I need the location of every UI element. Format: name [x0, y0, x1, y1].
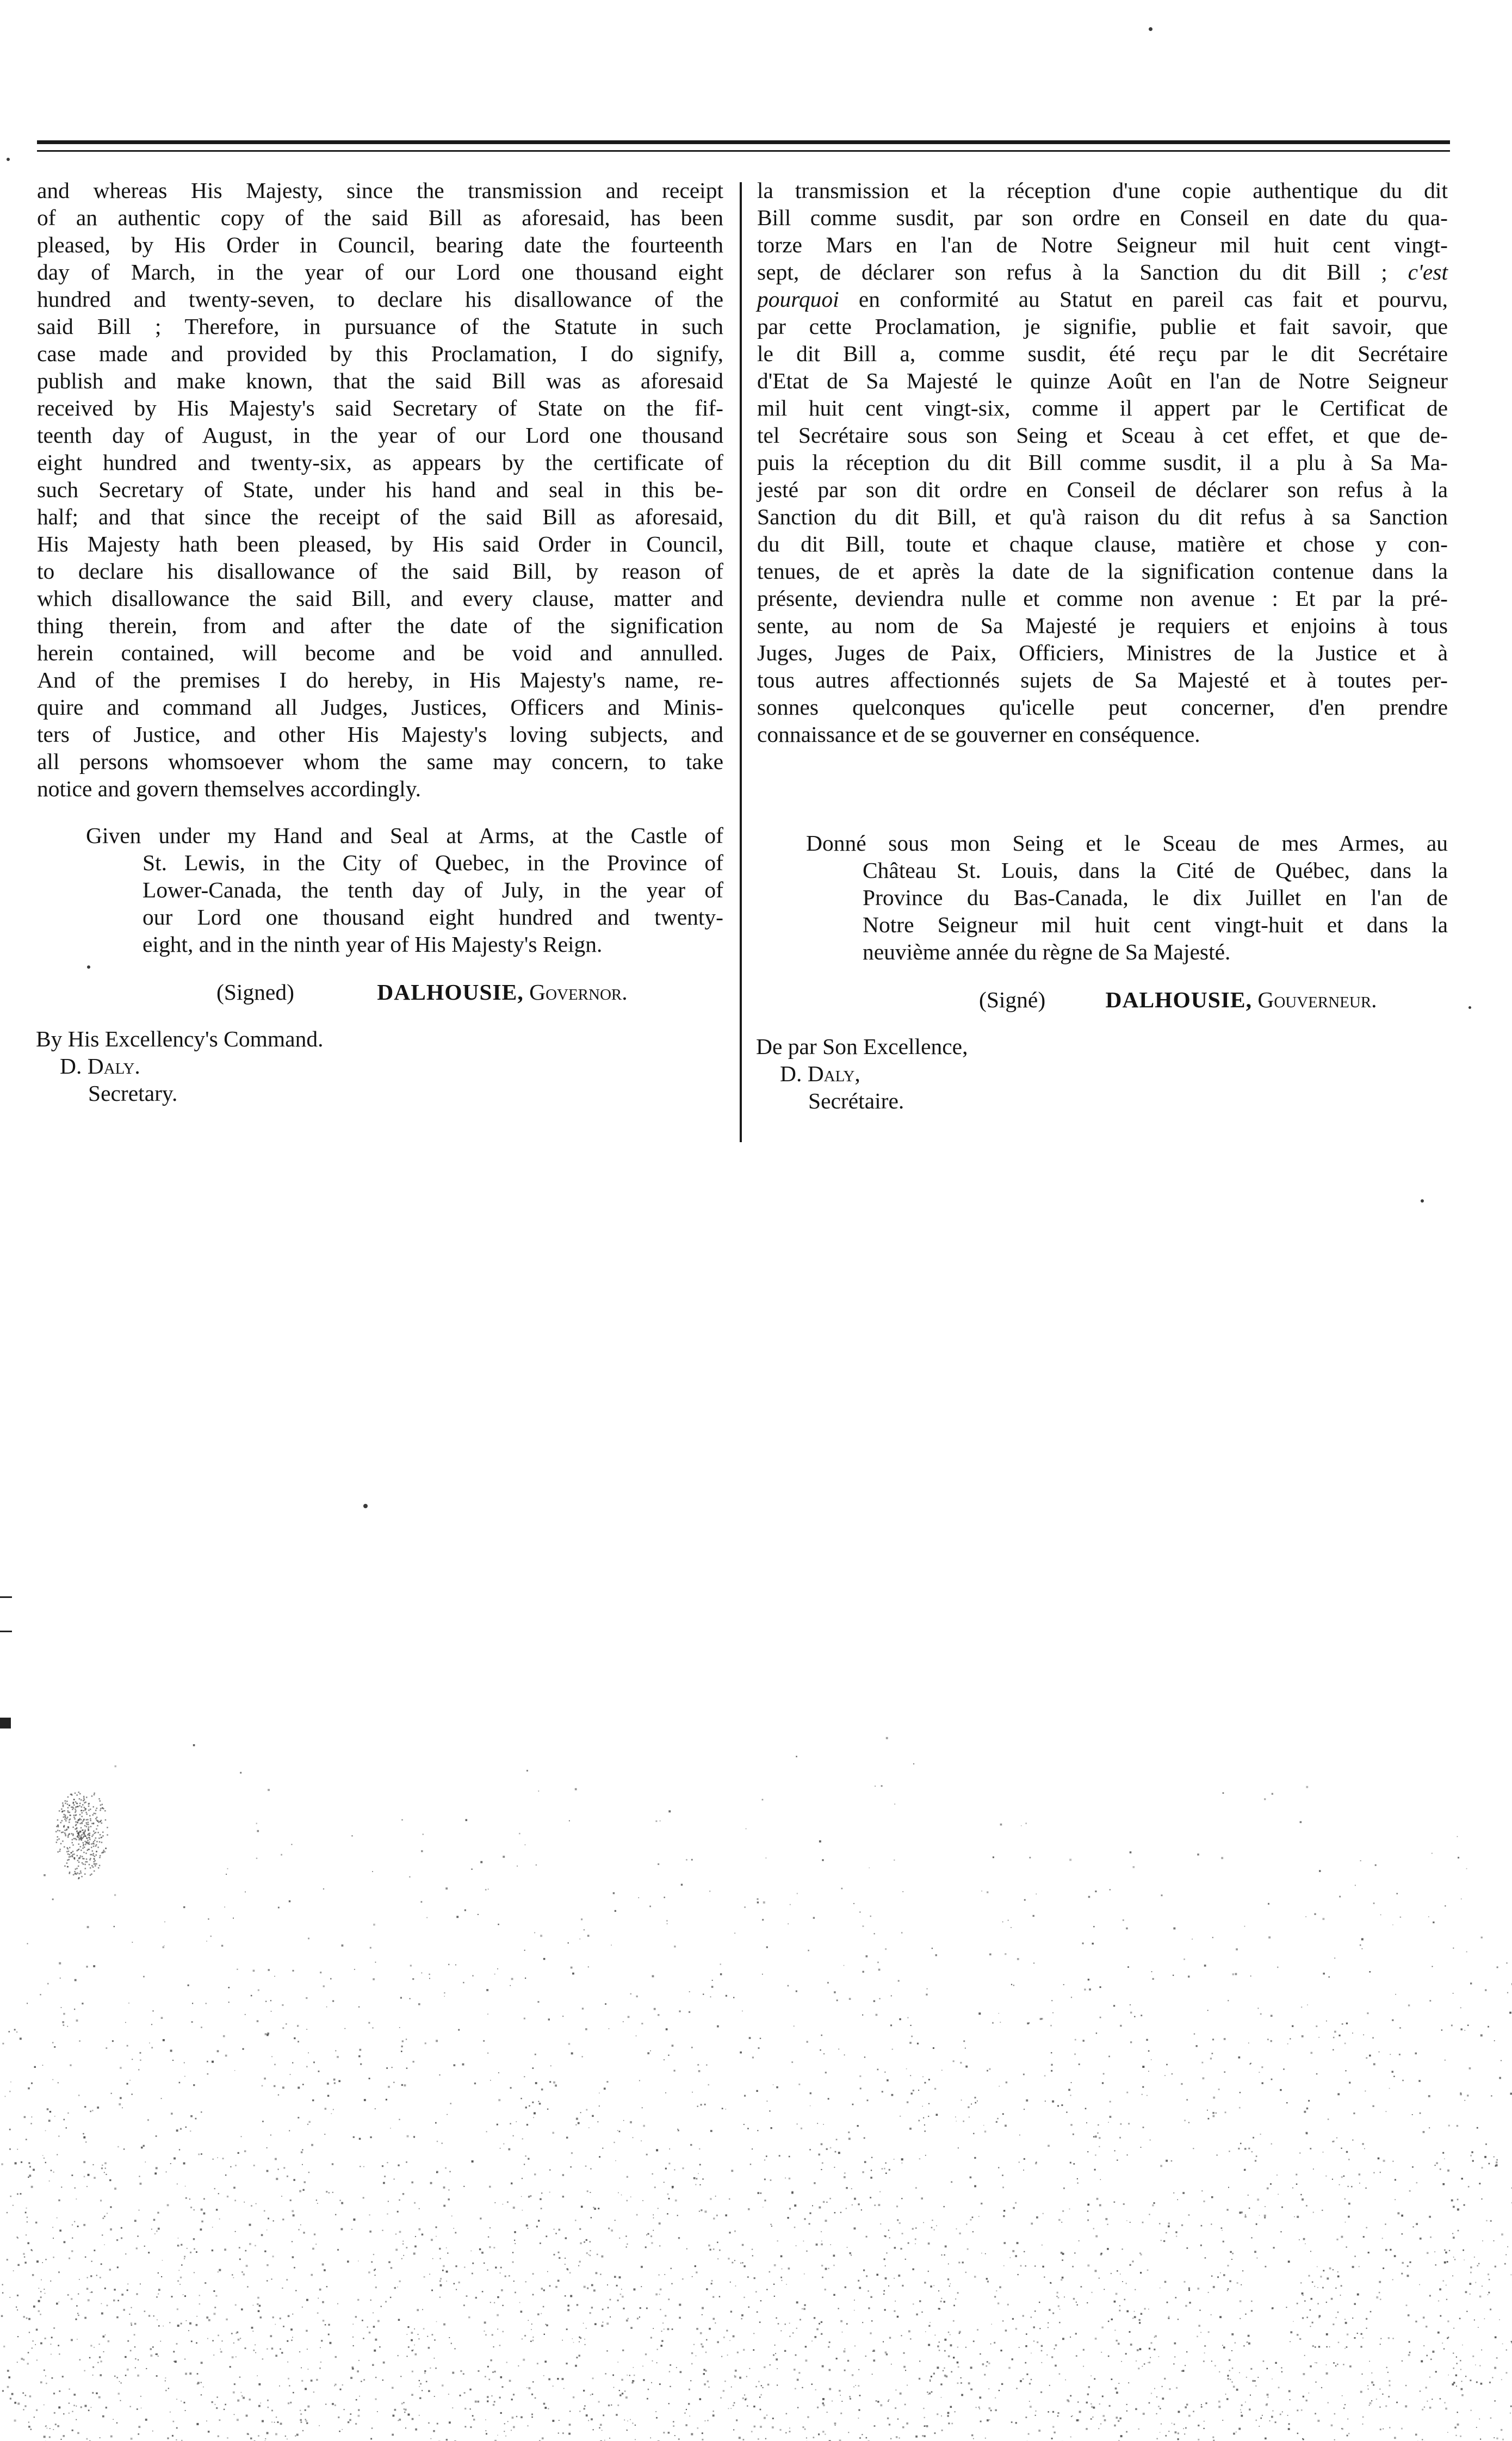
given-line: eight, and in the ninth year of His Majesty's Reign.	[142, 932, 603, 957]
given-line: Donné sous mon Seing et le Sceau de mes Armes, au	[806, 831, 1448, 856]
french-line: puis la réception du dit Bill comme susdit, il a plu à Sa Ma-	[757, 450, 1448, 475]
scan-edge-mark	[0, 1596, 12, 1598]
given-line: Given under my Hand and Seal at Arms, at the Castle of	[86, 823, 723, 848]
french-line: torze Mars en l'an de Notre Seigneur mil huit cent vingt-	[757, 232, 1448, 257]
english-line: to declare his disallowance of the said Bill, by reason of	[37, 559, 723, 584]
french-line: par cette Proclamation, je signifie, publie et fait savoir, que	[757, 314, 1448, 339]
french-command-block	[756, 1033, 1448, 1114]
given-line: Notre Seigneur mil huit cent vingt-huit et dans la	[863, 912, 1448, 937]
given-line: Château St. Louis, dans la Cité de Québec, dans la	[863, 858, 1448, 883]
french-line	[757, 258, 1448, 286]
signed-label: (Signé)	[979, 987, 1046, 1012]
french-line: présente, deviendra nulle et comme non avenue : Et par la pré-	[757, 586, 1448, 611]
english-line: And of the premises I do hereby, in His Majesty's name, re-	[37, 667, 723, 692]
italic-phrase: c'est	[1408, 259, 1448, 284]
scan-speck	[87, 965, 90, 969]
french-line: sonnes quelconques qu'icelle peut concerner, d'en prendre	[757, 695, 1448, 720]
english-line: herein contained, will become and be void and annulled.	[37, 640, 723, 665]
secretary-initial: D.	[780, 1061, 802, 1086]
english-line: publish and make known, that the said Bill was as aforesaid	[37, 368, 723, 393]
english-column	[37, 177, 723, 1107]
english-line: ters of Justice, and other His Majesty's loving subjects, and	[37, 722, 723, 747]
english-line: all persons whomsoever whom the same may concern, to take	[37, 749, 723, 774]
signer-title: Governor.	[529, 980, 628, 1005]
french-line: tenues, de et après la date de la signification contenue dans la	[757, 559, 1448, 584]
english-line: His Majesty hath been pleased, by His said Order in Council,	[37, 531, 723, 556]
french-signature	[757, 986, 1448, 1013]
english-line: teenth day of August, in the year of our Lord one thousand	[37, 423, 723, 448]
english-line: hundred and twenty-seven, to declare his disallowance of the	[37, 287, 723, 312]
given-line: neuvième année du règne de Sa Majesté.	[863, 939, 1231, 964]
secretary-title: Secretary.	[88, 1081, 178, 1106]
french-given-clause	[757, 829, 1448, 965]
french-line-text: sept, de déclarer son refus à la Sanction du dit Bill ;	[757, 259, 1387, 284]
signer-name: DALHOUSIE,	[377, 980, 524, 1005]
secretary-name: Daly.	[87, 1054, 140, 1079]
english-line: case made and provided by this Proclamation, I do signify,	[37, 341, 723, 366]
scan-speck	[7, 158, 10, 161]
signed-label: (Signed)	[216, 980, 294, 1005]
signer-name: DALHOUSIE,	[1105, 987, 1252, 1012]
english-line: thing therein, from and after the date of the signification	[37, 613, 723, 638]
secretary-name: Daly,	[807, 1061, 860, 1086]
english-command-block	[36, 1025, 723, 1107]
french-body	[757, 177, 1448, 748]
english-line: said Bill ; Therefore, in pursuance of the Statute in such	[37, 314, 723, 339]
header-rule-thin	[37, 150, 1450, 152]
english-line: day of March, in the year of our Lord one thousand eight	[37, 259, 723, 284]
french-line: la transmission et la réception d'une copie authentique du dit	[757, 178, 1448, 203]
english-line: half; and that since the receipt of the said Bill as aforesaid,	[37, 504, 723, 529]
french-line-text: en conformité au Statut en pareil cas fait et pourvu,	[858, 287, 1448, 312]
scan-speck	[1421, 1199, 1424, 1203]
signer-title: Gouverneur.	[1257, 987, 1377, 1012]
french-line: connaissance et de se gouverner en conséquence.	[757, 722, 1200, 747]
french-line: le dit Bill a, comme susdit, été reçu par le dit Secrétaire	[757, 341, 1448, 366]
scan-speck	[363, 1504, 368, 1508]
english-line: which disallowance the said Bill, and every clause, matter and	[37, 586, 723, 611]
french-line: Bill comme susdit, par son ordre en Conseil en date du qua-	[757, 205, 1448, 230]
french-line: d'Etat de Sa Majesté le quinze Août en l'an de Notre Seigneur	[757, 368, 1448, 393]
english-signature	[37, 978, 723, 1006]
english-line: such Secretary of State, under his hand and seal in this be-	[37, 477, 723, 502]
french-column	[757, 177, 1448, 1114]
english-line: of an authentic copy of the said Bill as aforesaid, has been	[37, 205, 723, 230]
french-line: sente, au nom de Sa Majesté je requiers et enjoins à tous	[757, 613, 1448, 638]
english-line: received by His Majesty's said Secretary of State on the fif-	[37, 395, 723, 420]
french-line: mil huit cent vingt-six, comme il appert par le Certificat de	[757, 395, 1448, 420]
english-body	[37, 177, 723, 802]
french-line	[757, 286, 1448, 313]
french-line: Juges, Juges de Paix, Officiers, Ministres de la Justice et à	[757, 640, 1448, 665]
given-line: St. Lewis, in the City of Quebec, in the Province of	[142, 850, 723, 875]
english-line: quire and command all Judges, Justices, Officers and Minis-	[37, 695, 723, 720]
scan-noise-field	[0, 1697, 1512, 2441]
scan-speck	[1468, 1006, 1471, 1009]
header-rule-thick	[37, 140, 1450, 144]
column-divider	[740, 182, 742, 1142]
given-line: Lower-Canada, the tenth day of July, in the year of	[142, 877, 723, 902]
french-line: tel Secrétaire sous son Seing et Sceau à cet effet, et que de-	[757, 423, 1448, 448]
scan-edge-mark	[0, 1631, 12, 1632]
english-line: notice and govern themselves accordingly.	[37, 776, 422, 801]
secretary-title: Secrétaire.	[808, 1088, 904, 1113]
french-line: tous autres affectionnés sujets de Sa Majesté et à toutes per-	[757, 667, 1448, 692]
french-line: jesté par son dit ordre en Conseil de déclarer son refus à la	[757, 477, 1448, 502]
given-line: our Lord one thousand eight hundred and twenty-	[142, 904, 723, 930]
english-line: eight hundred and twenty-six, as appears by the certificate of	[37, 450, 723, 475]
command-line: De par Son Excellence,	[756, 1034, 968, 1059]
italic-phrase-2: pourquoi	[757, 287, 839, 312]
scan-speck	[1149, 27, 1152, 31]
french-line: Sanction du dit Bill, et qu'à raison du dit refus à sa Sanction	[757, 504, 1448, 529]
secretary-name-line	[756, 1060, 1448, 1087]
command-line: By His Excellency's Command.	[36, 1026, 324, 1051]
given-line: Province du Bas-Canada, le dix Juillet en l'an de	[863, 885, 1448, 910]
english-given-clause	[37, 822, 723, 958]
secretary-initial: D.	[60, 1054, 82, 1079]
french-line: du dit Bill, toute et chaque clause, matière et chose y con-	[757, 531, 1448, 556]
english-line: and whereas His Majesty, since the transmission and receipt	[37, 178, 723, 203]
english-line: pleased, by His Order in Council, bearing date the fourteenth	[37, 232, 723, 257]
secretary-name-line	[36, 1052, 723, 1080]
